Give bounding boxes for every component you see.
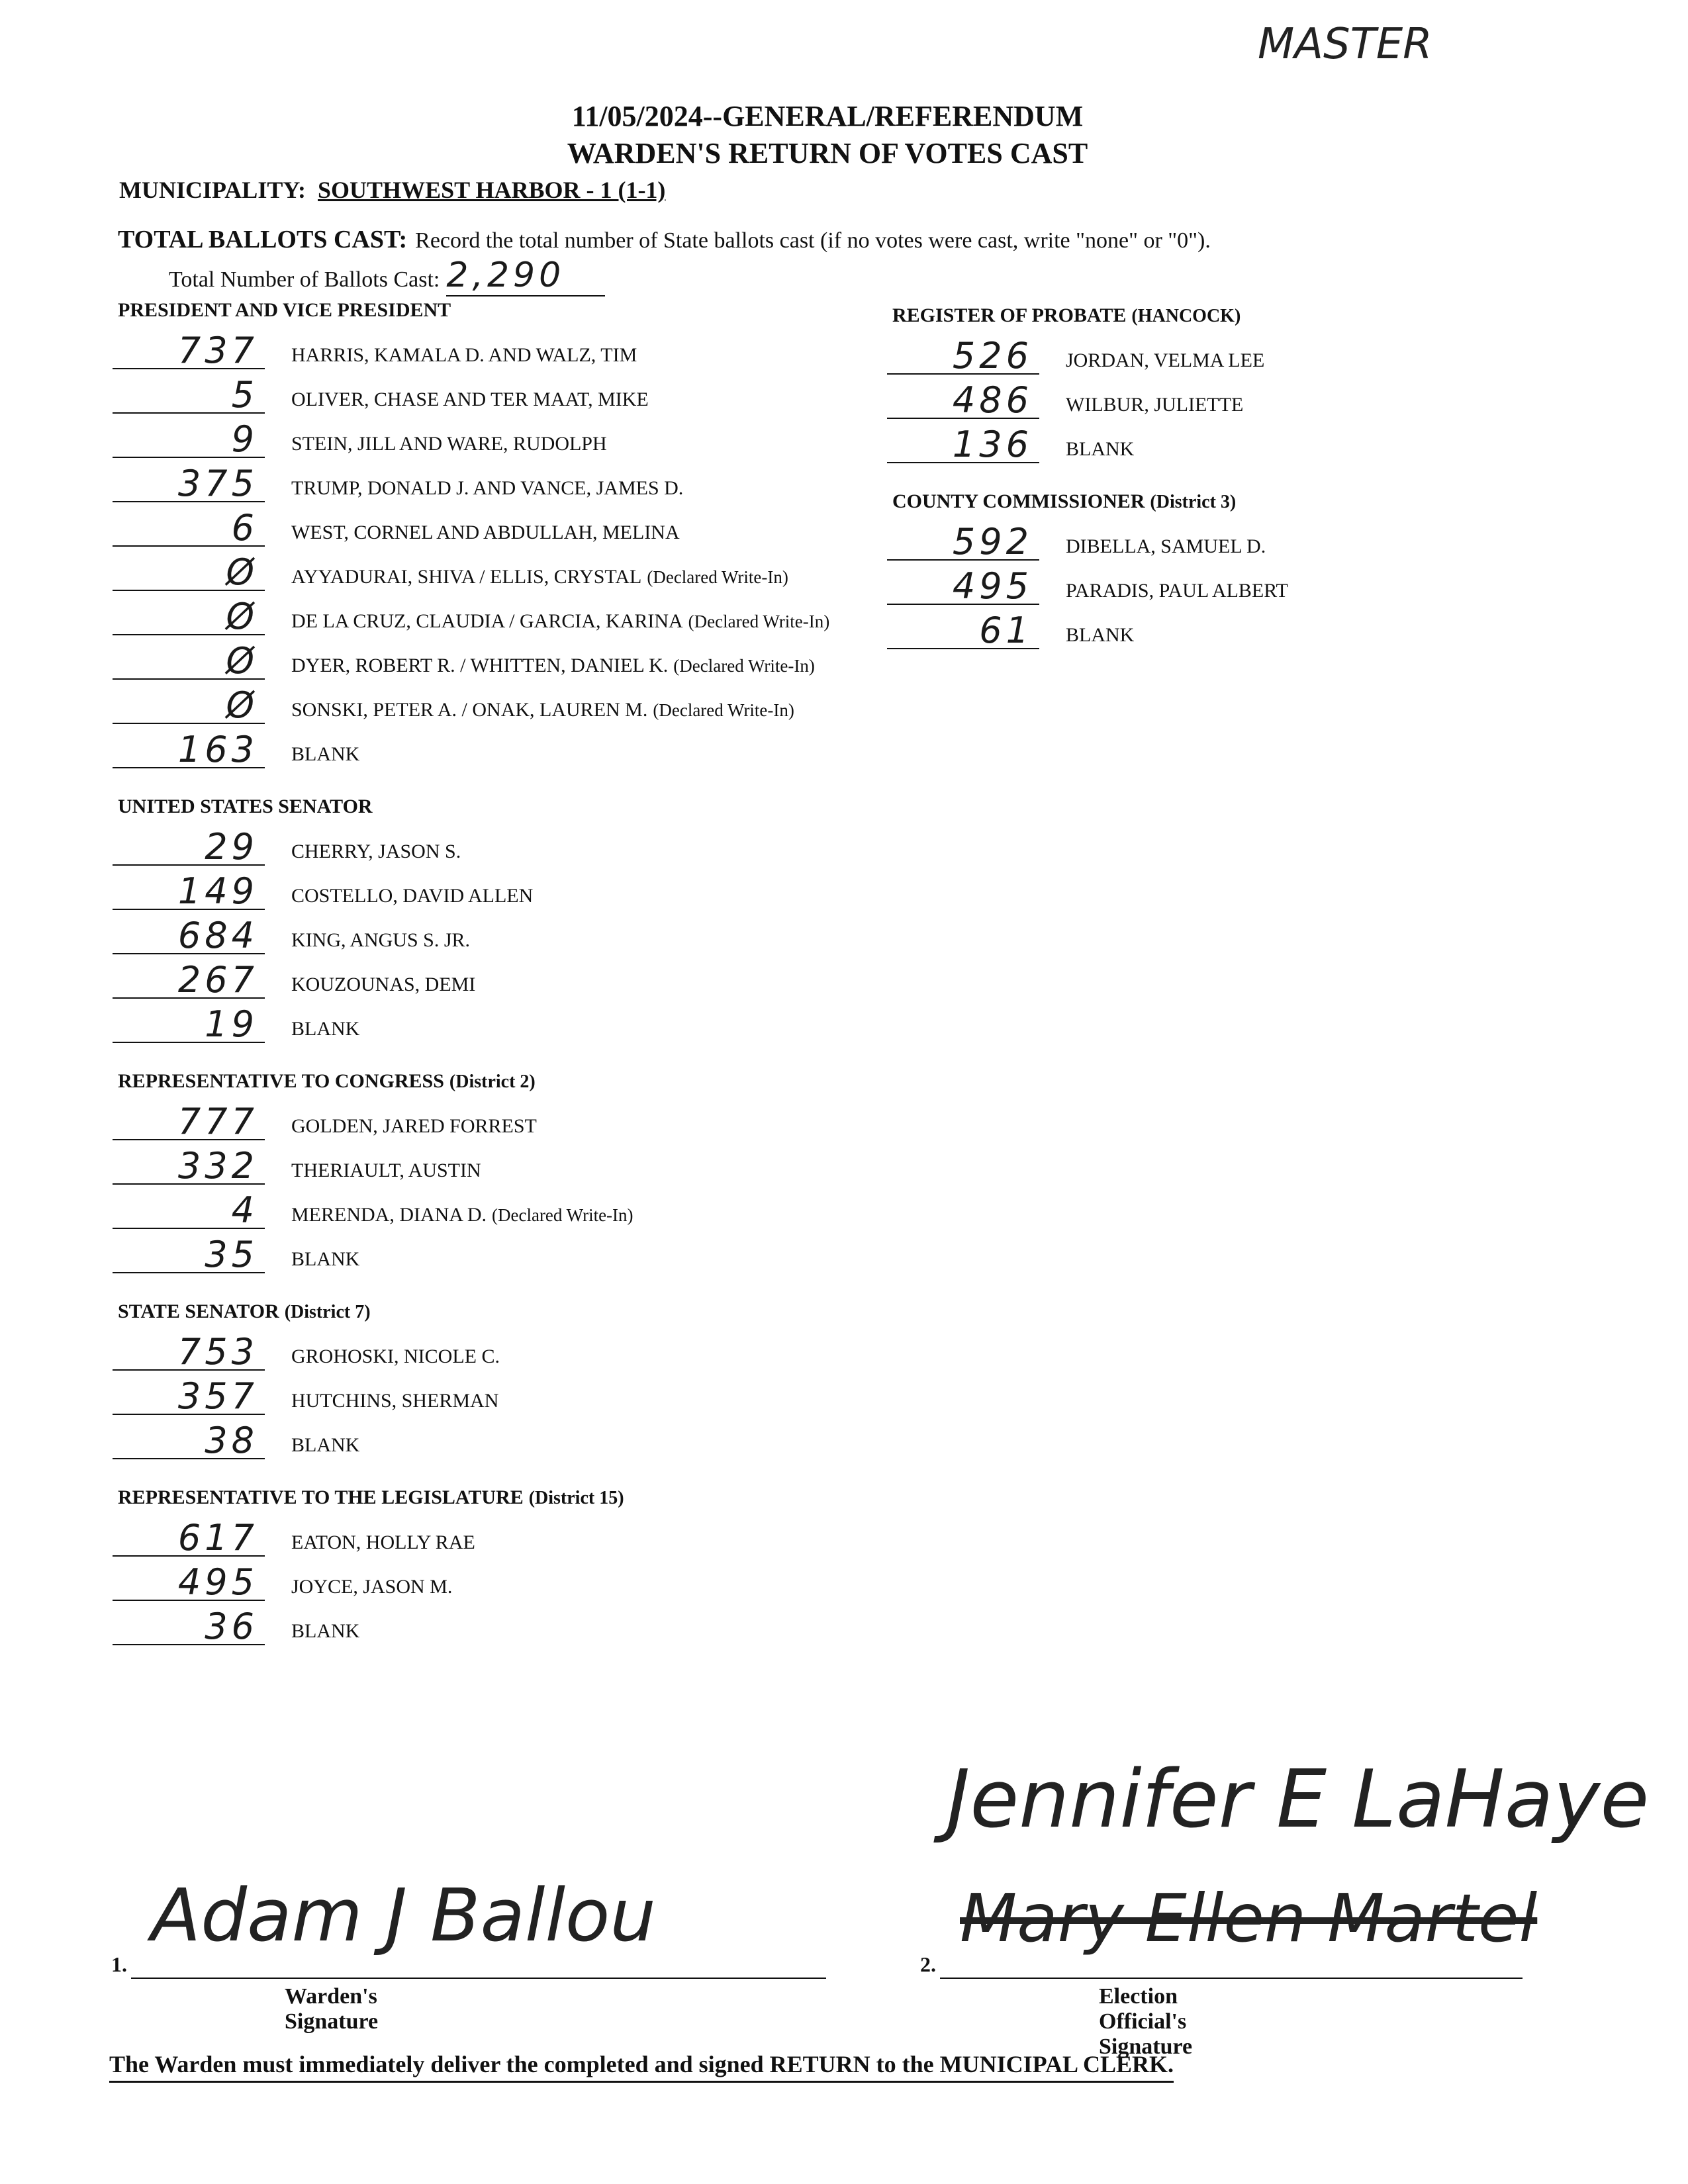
candidate-row bbox=[113, 640, 841, 686]
candidate-row bbox=[887, 612, 1615, 656]
vote-count: 9 bbox=[113, 421, 265, 458]
candidate-name-text: BLANK bbox=[1066, 624, 1135, 646]
candidate-row bbox=[887, 379, 1615, 426]
vote-count: Ø bbox=[113, 598, 265, 635]
candidate-row bbox=[113, 917, 841, 961]
warden-signature-number: 1. bbox=[111, 1952, 127, 1976]
candidate-row bbox=[887, 523, 1615, 567]
candidate-name-text: DE LA CRUZ, CLAUDIA / GARCIA, KARINA bbox=[291, 610, 683, 632]
vote-count: 495 bbox=[113, 1564, 265, 1601]
candidate-row bbox=[113, 332, 841, 376]
race-title-text: COUNTY COMMISSIONER bbox=[892, 490, 1145, 512]
form-title-line1: 11/05/2024--GENERAL/REFERENDUM bbox=[571, 100, 1084, 132]
candidate-name bbox=[291, 388, 649, 411]
race-title-district: (District 3) bbox=[1150, 492, 1237, 512]
candidate-name bbox=[291, 477, 683, 500]
candidate-row bbox=[113, 826, 841, 872]
candidate-name-text: KOUZOUNAS, DEMI bbox=[291, 974, 476, 995]
vote-count: 35 bbox=[113, 1236, 265, 1273]
race-title bbox=[118, 796, 373, 818]
candidate-name-text: BLANK bbox=[1066, 438, 1135, 460]
race-title-district: (HANCOCK) bbox=[1131, 306, 1241, 326]
candidate-name-text: DYER, ROBERT R. / WHITTEN, DANIEL K. bbox=[291, 655, 669, 676]
candidate-name-text: PARADIS, PAUL ALBERT bbox=[1066, 580, 1288, 602]
candidate-row bbox=[113, 551, 841, 598]
candidate-row bbox=[113, 1003, 841, 1050]
candidate-row bbox=[113, 959, 841, 1005]
race-title bbox=[892, 490, 1236, 513]
candidate-name bbox=[1066, 394, 1243, 416]
candidate-name-text: THERIAULT, AUSTIN bbox=[291, 1160, 481, 1181]
candidate-name bbox=[291, 1434, 359, 1457]
candidate-name bbox=[1066, 349, 1264, 372]
candidate-name bbox=[291, 610, 829, 633]
warden-signature-caption: Warden's Signature bbox=[285, 1984, 379, 2034]
candidate-name-text: STEIN, JILL AND WARE, RUDOLPH bbox=[291, 433, 607, 455]
official-signature-crossed: Mary Ellen Martel bbox=[960, 1880, 1538, 1957]
candidate-name bbox=[291, 1531, 475, 1554]
candidate-name bbox=[291, 1018, 359, 1040]
total-ballots-count-value: 2,290 bbox=[446, 255, 605, 296]
candidate-row bbox=[113, 1236, 841, 1280]
warden-signature-line bbox=[131, 1978, 826, 1979]
candidate-name-text: DIBELLA, SAMUEL D. bbox=[1066, 535, 1266, 557]
warden-signature: Adam J Ballou bbox=[151, 1873, 657, 1958]
candidate-name-text: MERENDA, DIANA D. bbox=[291, 1204, 487, 1226]
candidate-name-text: BLANK bbox=[291, 1248, 360, 1270]
vote-count: 29 bbox=[113, 829, 265, 866]
race-title-text: REPRESENTATIVE TO CONGRESS bbox=[118, 1070, 444, 1092]
vote-count: 777 bbox=[113, 1103, 265, 1140]
candidate-name bbox=[291, 1160, 481, 1182]
candidate-name-text: EATON, HOLLY RAE bbox=[291, 1531, 475, 1553]
candidate-name bbox=[291, 566, 788, 588]
vote-count: 526 bbox=[887, 338, 1039, 375]
candidate-name-text: TRUMP, DONALD J. AND VANCE, JAMES D. bbox=[291, 477, 684, 499]
form-title-line2: WARDEN'S RETURN OF VOTES CAST bbox=[567, 137, 1088, 169]
total-ballots-count-row bbox=[169, 255, 605, 296]
candidate-row bbox=[113, 870, 841, 917]
vote-count: Ø bbox=[113, 687, 265, 724]
race-title bbox=[118, 1486, 624, 1509]
vote-count: 332 bbox=[113, 1148, 265, 1185]
candidate-name-text: COSTELLO, DAVID ALLEN bbox=[291, 885, 534, 907]
footer-instruction: The Warden must immediately deliver the completed and signed RETURN to the MUNICIPAL CLERK. bbox=[109, 2050, 1174, 2083]
candidate-name bbox=[291, 1576, 452, 1598]
vote-count: 19 bbox=[113, 1006, 265, 1043]
candidate-name-text: SONSKI, PETER A. / ONAK, LAUREN M. bbox=[291, 699, 648, 721]
candidate-name bbox=[291, 433, 607, 455]
candidate-name-text: GROHOSKI, NICOLE C. bbox=[291, 1345, 500, 1367]
candidate-row bbox=[113, 1145, 841, 1191]
vote-count: 4 bbox=[113, 1192, 265, 1229]
vote-count: 136 bbox=[887, 426, 1039, 463]
candidate-row bbox=[113, 465, 841, 509]
candidate-name-text: BLANK bbox=[291, 1018, 360, 1040]
municipality-row bbox=[119, 176, 665, 204]
race-title-text: REPRESENTATIVE TO THE LEGISLATURE bbox=[118, 1486, 524, 1508]
candidate-name-text: BLANK bbox=[291, 743, 360, 765]
candidate-name-text: HARRIS, KAMALA D. AND WALZ, TIM bbox=[291, 344, 637, 366]
candidate-name bbox=[1066, 535, 1266, 558]
total-ballots-instruction bbox=[118, 225, 1640, 254]
write-in-note: (Declared Write-In) bbox=[688, 612, 830, 631]
candidate-row bbox=[113, 684, 841, 731]
candidate-row bbox=[113, 1331, 841, 1377]
race-title-district: (District 7) bbox=[284, 1302, 371, 1322]
write-in-note: (Declared Write-In) bbox=[647, 567, 788, 587]
candidate-name bbox=[291, 522, 680, 544]
candidate-row bbox=[113, 731, 841, 775]
candidate-name bbox=[291, 974, 475, 996]
candidate-row bbox=[113, 598, 841, 642]
municipality-label: MUNICIPALITY: bbox=[119, 177, 306, 203]
race-title bbox=[118, 299, 451, 322]
race-title-text: PRESIDENT AND VICE PRESIDENT bbox=[118, 299, 451, 321]
vote-count: 375 bbox=[113, 465, 265, 502]
candidate-row bbox=[113, 418, 841, 465]
vote-count: 36 bbox=[113, 1608, 265, 1645]
candidate-row bbox=[113, 374, 841, 420]
candidate-name bbox=[291, 885, 533, 907]
candidate-name-text: BLANK bbox=[291, 1620, 360, 1642]
official-signature-line bbox=[940, 1978, 1523, 1979]
candidate-name-text: JORDAN, VELMA LEE bbox=[1066, 349, 1265, 371]
official-signature-caption: Election Official's Signature bbox=[1099, 1984, 1193, 2059]
vote-count: 617 bbox=[113, 1520, 265, 1557]
race-title bbox=[118, 1300, 371, 1323]
candidate-name-text: CHERRY, JASON S. bbox=[291, 841, 461, 862]
candidate-name-text: JOYCE, JASON M. bbox=[291, 1576, 453, 1598]
municipality-value: SOUTHWEST HARBOR - 1 (1-1) bbox=[318, 177, 666, 203]
vote-count: Ø bbox=[113, 554, 265, 591]
candidate-name-text: WILBUR, JULIETTE bbox=[1066, 394, 1244, 416]
candidate-name bbox=[291, 929, 470, 952]
candidate-name-text: BLANK bbox=[291, 1434, 360, 1456]
candidate-row bbox=[113, 1561, 841, 1608]
candidate-name bbox=[291, 1345, 500, 1368]
race-title-text: REGISTER OF PROBATE bbox=[892, 304, 1127, 326]
write-in-note: (Declared Write-In) bbox=[673, 656, 815, 676]
candidate-row bbox=[113, 1517, 841, 1563]
vote-count: 6 bbox=[113, 510, 265, 547]
candidate-name-text: WEST, CORNEL AND ABDULLAH, MELINA bbox=[291, 522, 680, 543]
candidate-name bbox=[291, 1115, 537, 1138]
candidate-name bbox=[291, 1204, 633, 1226]
official-signature-number: 2. bbox=[920, 1952, 936, 1976]
vote-count: 38 bbox=[113, 1422, 265, 1459]
total-ballots-count-label: Total Number of Ballots Cast: bbox=[169, 267, 440, 292]
candidate-row bbox=[887, 335, 1615, 381]
vote-count: 495 bbox=[887, 568, 1039, 605]
candidate-name bbox=[291, 1248, 359, 1271]
race-title bbox=[118, 1070, 536, 1093]
official-signature-top: Jennifer E LaHaye bbox=[947, 1754, 1650, 1846]
total-ballots-instruction-text: Record the total number of State ballots cast (if no votes were cast, write "none" or "0"). bbox=[415, 228, 1211, 253]
candidate-row bbox=[887, 426, 1615, 470]
vote-count: 737 bbox=[113, 332, 265, 369]
candidate-row bbox=[113, 1189, 841, 1236]
candidate-name bbox=[291, 1620, 359, 1643]
candidate-name bbox=[291, 344, 637, 367]
candidate-name bbox=[1066, 580, 1288, 602]
race-title bbox=[892, 304, 1241, 327]
master-stamp: MASTER bbox=[1258, 20, 1432, 69]
write-in-note: (Declared Write-In) bbox=[492, 1205, 633, 1225]
candidate-name-text: AYYADURAI, SHIVA / ELLIS, CRYSTAL bbox=[291, 566, 642, 588]
candidate-row bbox=[113, 1375, 841, 1422]
candidate-name bbox=[291, 1390, 498, 1412]
vote-count: 592 bbox=[887, 523, 1039, 561]
candidate-name bbox=[1066, 438, 1134, 461]
race-title-district: (District 2) bbox=[449, 1071, 536, 1092]
candidate-name bbox=[291, 699, 794, 721]
candidate-name-text: KING, ANGUS S. JR. bbox=[291, 929, 471, 951]
race-title-text: STATE SENATOR bbox=[118, 1300, 279, 1322]
candidate-name bbox=[291, 655, 815, 677]
write-in-note: (Declared Write-In) bbox=[653, 700, 794, 720]
candidate-name bbox=[1066, 624, 1134, 647]
candidate-name-text: GOLDEN, JARED FORREST bbox=[291, 1115, 537, 1137]
total-ballots-label: TOTAL BALLOTS CAST: bbox=[118, 226, 408, 253]
candidate-name bbox=[291, 743, 359, 766]
race-title-district: (District 15) bbox=[528, 1488, 624, 1508]
vote-count: 357 bbox=[113, 1378, 265, 1415]
candidate-row bbox=[113, 1422, 841, 1466]
candidate-row bbox=[113, 1103, 841, 1147]
candidate-name-text: OLIVER, CHASE AND TER MAAT, MIKE bbox=[291, 388, 649, 410]
vote-count: 684 bbox=[113, 917, 265, 954]
candidate-name-text: HUTCHINS, SHERMAN bbox=[291, 1390, 499, 1412]
vote-count: 5 bbox=[113, 377, 265, 414]
vote-count: Ø bbox=[113, 643, 265, 680]
vote-count: 753 bbox=[113, 1334, 265, 1371]
vote-count: 486 bbox=[887, 382, 1039, 419]
vote-count: 149 bbox=[113, 873, 265, 910]
race-title-text: UNITED STATES SENATOR bbox=[118, 796, 373, 817]
candidate-row bbox=[113, 507, 841, 553]
vote-count: 163 bbox=[113, 731, 265, 768]
candidate-name bbox=[291, 841, 461, 863]
vote-count: 267 bbox=[113, 962, 265, 999]
candidate-row bbox=[887, 565, 1615, 612]
vote-count: 61 bbox=[887, 612, 1039, 649]
candidate-row bbox=[113, 1608, 841, 1652]
